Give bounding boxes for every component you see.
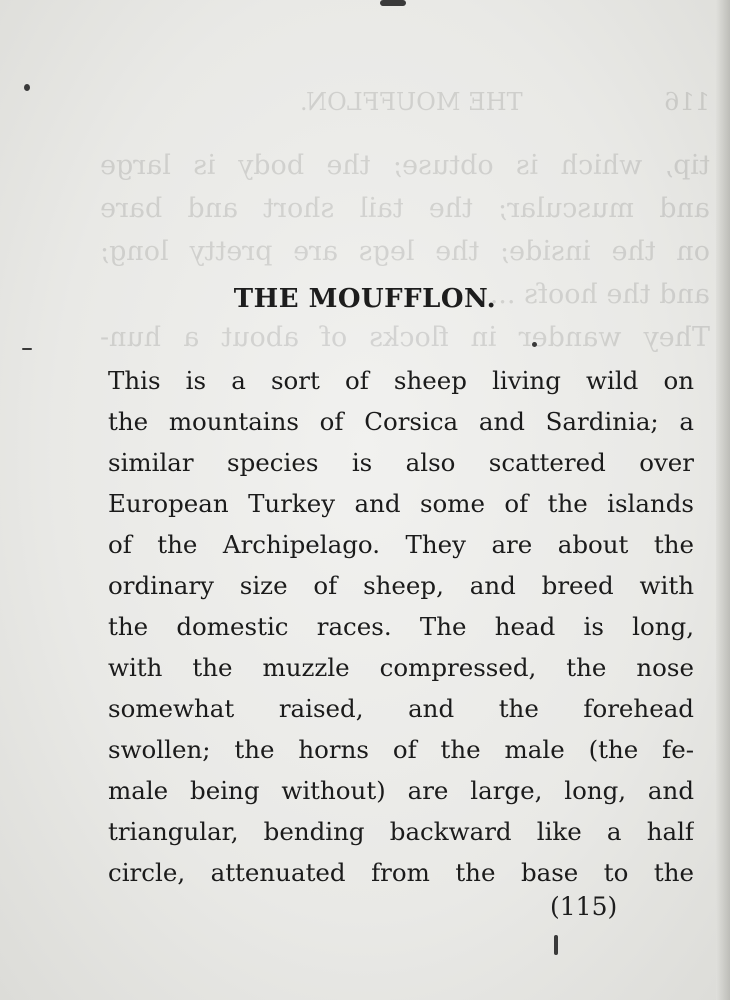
text-line: somewhat raised, and the forehead [108, 694, 694, 723]
text-line: triangular, bending backward like a half [108, 817, 694, 846]
ink-speck [554, 935, 558, 955]
bleed-through-page-number: 116 [664, 88, 710, 116]
bleed-through-header [300, 88, 710, 116]
text-line: European Turkey and some of the islands [108, 489, 694, 518]
page-number: (115) [550, 892, 618, 921]
ink-speck [532, 342, 537, 347]
text-line: circle, attenuated from the base to the [108, 858, 694, 887]
bleed-through-line: and muscular; the tail short and bare [100, 193, 710, 224]
body-paragraph [108, 360, 694, 893]
bleed-through-line: on the inside; the legs are pretty long; [100, 236, 710, 267]
text-line: swollen; the horns of the male (the fe- [108, 735, 694, 764]
text-line: ordinary size of sheep, and breed with [108, 571, 694, 600]
ink-speck [380, 0, 406, 6]
text-line: male being without) are large, long, and [108, 776, 694, 805]
page-edge-shadow [716, 0, 730, 1000]
bleed-through-running-title: THE MOUFFLON. [300, 88, 523, 116]
text-line: the domestic races. The head is long, [108, 612, 694, 641]
text-line: of the Archipelago. They are about the [108, 530, 694, 559]
ink-speck [22, 348, 32, 350]
text-line: similar species is also scattered over [108, 448, 694, 477]
text-line: the mountains of Corsica and Sardinia; a [108, 407, 694, 436]
text-line: with the muzzle compressed, the nose [108, 653, 694, 682]
ink-speck [24, 84, 30, 91]
text-line: This is a sort of sheep living wild on [108, 366, 694, 395]
bleed-through-line: and the hoofs ... [489, 279, 710, 310]
bleed-through-line: They wander in flocks of about a hun- [100, 322, 710, 353]
bleed-through-line: tip, which is obtuse; the body is large [100, 150, 710, 181]
chapter-title: THE MOUFFLON. [233, 284, 497, 314]
